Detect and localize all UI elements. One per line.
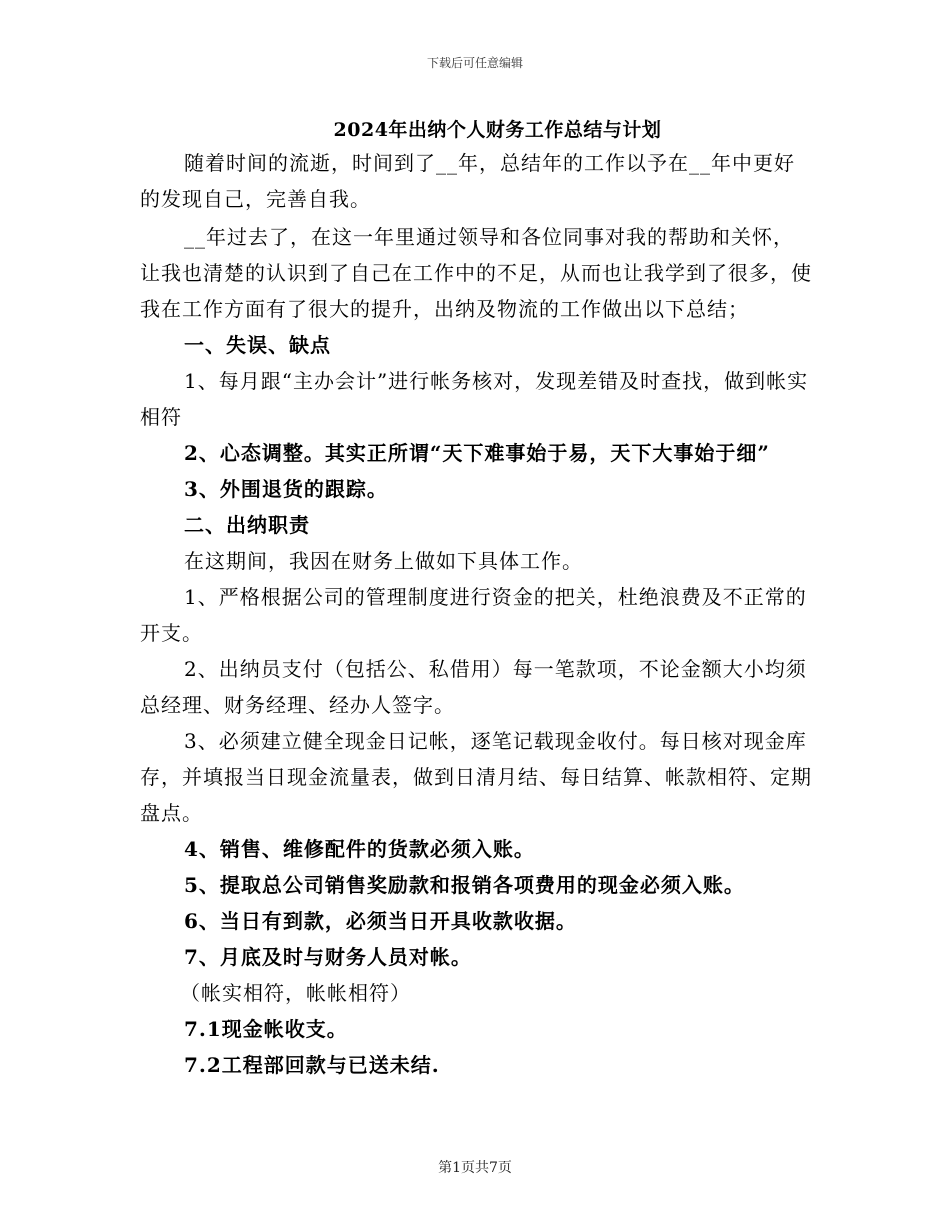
page-number: 第1页共7页 (438, 1160, 512, 1176)
list-item-mistake-3: 3、外围退货的跟踪。 (184, 477, 388, 501)
list-item-mistake-2: 2、心态调整。其实正所谓“天下难事始于易，天下大事始于细” (184, 441, 770, 465)
paragraph-duties-intro: 在这期间，我因在财务上做如下具体工作。 (184, 549, 583, 573)
list-item-duty-7: 7、月底及时与财务人员对帐。 (184, 945, 472, 969)
header-note: 下载后可任意编辑 (426, 56, 523, 70)
document-body (140, 145, 812, 1083)
paragraph-note: （帐实相符，帐帐相符） (180, 981, 411, 1005)
list-item-duty-5: 5、提取总公司销售奖励款和报销各项费用的现金必须入账。 (184, 873, 745, 897)
list-item-mistake-1: 1、每月跟“主办会计”进行帐务核对，发现差错及时查找，做到帐实相符 (140, 369, 809, 429)
list-item-duty-7-2: 7.2工程部回款与已送未结. (184, 1053, 440, 1077)
paragraph-summary: __年过去了，在这一年里通过领导和各位同事对我的帮助和关怀，让我也清楚的认识到了自己在工作中的不足，从而也让我学到了很多，使我在工作方面有了很大的提升，出纳及物流的工作做出以下总结； (140, 225, 812, 321)
list-item-duty-6: 6、当日有到款，必须当日开具收款收据。 (184, 909, 577, 933)
list-item-duty-7-1: 7.1现金帐收支。 (184, 1017, 348, 1041)
list-item-duty-4: 4、销售、维修配件的货款必须入账。 (184, 837, 535, 861)
section-heading-mistakes: 一、失误、缺点 (184, 333, 331, 357)
document-title: 2024年出纳个人财务工作总结与计划 (333, 119, 662, 141)
section-heading-duties: 二、出纳职责 (184, 513, 310, 537)
list-item-duty-1: 1、严格根据公司的管理制度进行资金的把关，杜绝浪费及不正常的开支。 (140, 585, 807, 645)
list-item-duty-2: 2、出纳员支付（包括公、私借用）每一笔款项，不论金额大小均须总经理、财务经理、经办人签字。 (140, 657, 807, 717)
list-item-duty-3: 3、必须建立健全现金日记帐，逐笔记载现金收付。每日核对现金库存，并填报当日现金流量表，做到日清月结、每日结算、帐款相符、定期盘点。 (140, 729, 812, 825)
paragraph-intro: 随着时间的流逝，时间到了__年，总结年的工作以予在__年中更好的发现自己，完善自我。 (140, 151, 795, 211)
